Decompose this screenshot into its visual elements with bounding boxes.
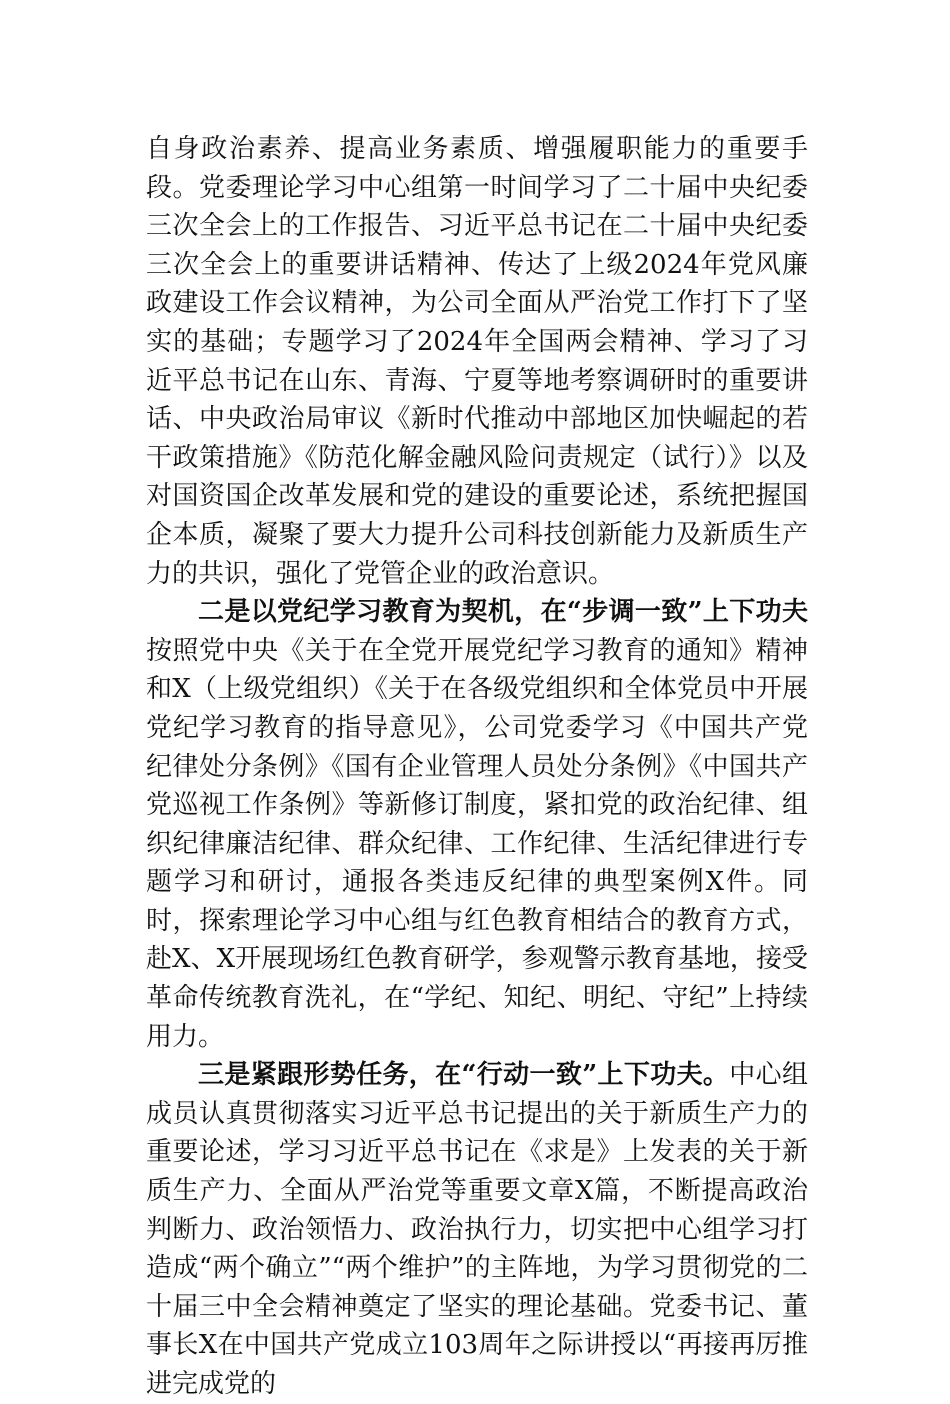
paragraph-2-lead: 二是以党纪学习教育为契机，在“步调一致”上下功夫 — [198, 597, 808, 628]
paragraph-1 — [146, 130, 808, 593]
paragraph-2-text: 按照党中央《关于在全党开展党纪学习教育的通知》精神和X（上级党组织）《关于在各级党组织和全体党员中开展党纪学习教育的指导意见》，公司党委学习《中国共产党纪律处分条例》《国有企业管理人员处分条例》《中国共产党巡视工作条例》等新修订制度，紧扣党的政治纪律、组织纪律廉洁纪律、群众纪律、工作纪律、生活纪律进行专题学习和研讨，通报各类违反纪律的典型案例X件。同时，探索理论学习中心组与红色教育相结合的教育方式，赴X、X开展现场红色教育研学，参观警示教育基地，接受革命传统教育洗礼，在“学纪、知纪、明纪、守纪”上持续用力。 — [146, 635, 808, 1052]
paragraph-3-lead: 三是紧跟形势任务，在“行动一致”上下功夫。 — [198, 1060, 730, 1091]
paragraph-1-text: 自身政治素养、提高业务素质、增强履职能力的重要手段。党委理论学习中心组第一时间学习了二十届中央纪委三次全会上的工作报告、习近平总书记在二十届中央纪委三次全会上的重要讲话精神、传达了上级2024年党风廉政建设工作会议精神，为公司全面从严治党工作打下了坚实的基础；专题学习了2024年全国两会精神、学习了习近平总书记在山东、青海、宁夏等地考察调研时的重要讲话、中央政治局审议《新时代推动中部地区加快崛起的若干政策措施》《防范化解金融风险问责规定（试行）》以及对国资国企改革发展和党的建设的重要论述，系统把握国企本质，凝聚了要大力提升公司科技创新能力及新质生产力的共识，强化了党管企业的政治意识。 — [146, 134, 808, 589]
paragraph-3 — [146, 1056, 808, 1403]
document-page — [146, 130, 808, 1404]
paragraph-3-text: 中心组成员认真贯彻落实习近平总书记提出的关于新质生产力的重要论述，学习习近平总书记在《求是》上发表的关于新质生产力、全面从严治党等重要文章X篇，不断提高政治判断力、政治领悟力、政治执行力，切实把中心组学习打造成“两个确立”“两个维护”的主阵地，为学习贯彻党的二十届三中全会精神奠定了坚实的理论基础。党委书记、董事长X在中国共产党成立103周年之际讲授以“再接再厉推进完成党的 — [146, 1060, 808, 1399]
paragraph-2 — [146, 593, 808, 1056]
